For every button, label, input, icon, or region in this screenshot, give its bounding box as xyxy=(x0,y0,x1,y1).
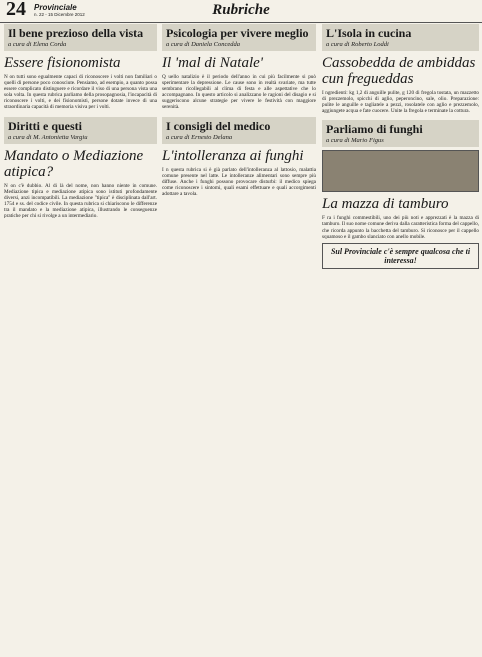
column-title: L'Isola in cucina xyxy=(326,26,412,40)
article-body: I ngredienti: kg 1,2 di anguille pulite, g 120 di fregola tostata, un mazzetto di prezzemolo, spicchi di aglio, peperoncino, sale, olio. Preparazione: pulite le anguille e tagliatele a pezzi, rosolatele con aglio e prezzemolo, aggiungete acqua e fate cuocere. Unite la fregola e terminate la cottura. xyxy=(322,90,479,115)
column-right xyxy=(322,24,479,654)
column-box-funghi xyxy=(322,120,479,147)
page-header xyxy=(0,0,482,23)
article-headline: L'intolleranza ai funghi xyxy=(162,147,304,164)
page-number: 24 xyxy=(6,0,26,20)
article-headline: Il 'mal di Natale' xyxy=(162,55,263,71)
column-box-cucina xyxy=(322,24,479,51)
column-title: Il bene prezioso della vista xyxy=(8,26,144,40)
article-body: N on c'è dubbio. Al di là del nome, non hanno niente in comune. Mediazione tipica e mediazione atipica sono istituti profondamente diversi, anzi incompatibili. La mediazione "tipica" è disciplinata dall'art. 1754 e ss. del codice civile. In questa rubrica si chiariscono le differenze tra il mandato e la mediazione atipica, illustrando le conseguenze pratiche per chi si rivolge a un intermediario. xyxy=(4,182,157,220)
section-title: Rubriche xyxy=(212,2,270,18)
masthead-logo: Provinciale xyxy=(34,3,77,12)
column-author: a cura di M. Antonietta Vargiu xyxy=(8,133,88,141)
column-author: a cura di Daniela Concedda xyxy=(166,41,241,48)
column-box-medico xyxy=(162,117,316,144)
article-headline: La mazza di tamburo xyxy=(322,196,449,213)
column-box-vista xyxy=(4,24,157,51)
column-left xyxy=(4,24,157,654)
column-box-diritti xyxy=(4,117,157,144)
article-headline: Mandato o Mediazione atipica? xyxy=(4,147,144,180)
column-author: a cura di Roberto Loddi xyxy=(326,41,389,48)
column-center xyxy=(162,24,316,654)
article-body: Q uello natalizio è il periodo dell'anno in cui più facilmente si può sperimentare la depressione. Le cause sono in realtà svariate, ma tutte sembrano ricollegabili al clima di festa e alle aspettative che lo accompagnano. In questo articolo si analizzano le ragioni del disagio e si suggeriscono alcune strategie per vivere le festività con maggiore serenità. xyxy=(162,74,316,111)
promo-ad: Sul Provinciale c'è sempre qualcosa che ti interessa! xyxy=(322,243,479,269)
column-title: Psicologia per vivere meglio xyxy=(166,26,309,40)
article-body: N on tutti sono egualmente capaci di riconoscere i volti non familiari o quelli di persone poco conosciute. Pensiamo, ad esempio, a quanto possa essere complicato distinguere e ricordare il viso di una persona vista una sola volta. In questa rubrica parliamo della prosopagnosia, l'incapacità di riconoscere i volti, e dei fisionomisti, persone dotate invece di una straordinaria capacità di memoria visiva per i volti. xyxy=(4,74,157,111)
column-author: a cura di Ernesto Delana xyxy=(166,133,233,141)
column-author: a cura di Elena Corda xyxy=(8,41,67,48)
article-headline: Cassobedda de ambiddas cun fregueddas xyxy=(322,55,476,87)
article-body: F ra i funghi commestibili, uno dei più noti e apprezzati è la mazza di tamburo. Il suo nome comune deriva dalla caratteristica forma del cappello, che ricorda appunto la bacchetta del tamburo. Si riconosce per il cappello squamoso e il gambo slanciato con anello mobile. xyxy=(322,215,479,240)
article-body: I n questa rubrica si è già parlato dell'intolleranza al lattosio, malattia comune presente nel latte. Le intolleranze alimentari sono sempre più diffuse. Anche i funghi possono provocare disturbi: il medico spiega come riconoscere i sintomi, quali esami effettuare e quali accorgimenti adottare a tavola. xyxy=(162,166,316,197)
issue-info: n. 22 - 15 Dicembre 2012 xyxy=(34,12,85,17)
mushroom-photo xyxy=(322,150,479,192)
column-title: I consigli del medico xyxy=(166,118,271,133)
column-title: Diritti e questi xyxy=(8,118,82,133)
column-box-psicologia xyxy=(162,24,316,51)
column-title: Parliamo di funghi xyxy=(326,122,423,137)
column-author: a cura di Mario Figus xyxy=(326,137,384,145)
article-headline: Essere fisionomista xyxy=(4,55,121,71)
